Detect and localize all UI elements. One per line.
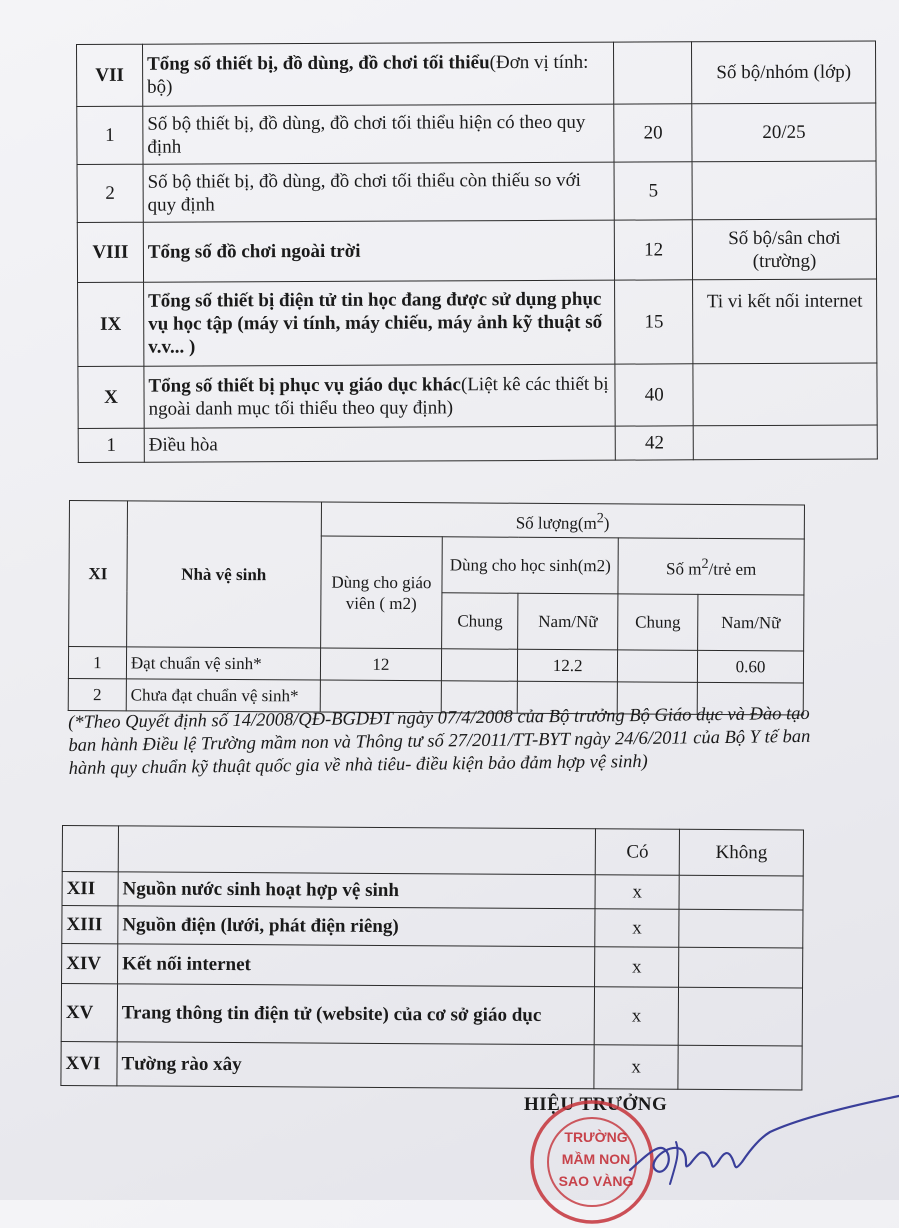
row-label: Nguồn điện (lưới, phát điện riêng) [118,906,595,947]
stamp-line-3: SAO VÀNG [558,1173,634,1189]
row-note: 20/25 [692,103,876,162]
row-number: 1 [78,428,144,462]
row-note: Ti vi kết nối internet [693,279,877,364]
row-title [142,42,614,106]
row-number: 2 [68,678,126,710]
no-mark [679,947,803,988]
yes-mark: x [594,1045,678,1090]
table-header-row [69,501,804,539]
no-mark [679,875,803,910]
quantity-header-text: Số lượng(m [515,513,597,533]
row-label: Chưa đạt chuẩn vệ sinh* [126,679,320,712]
students-namnu-header: Nam/Nữ [518,593,618,650]
col-yes-header: Có [595,829,679,876]
per-child-header [618,538,804,595]
table-row [68,647,803,683]
row-label: Đạt chuẩn vệ sinh* [126,647,320,680]
table-header-row [62,826,803,877]
quantity-header-sup: 2 [596,509,604,526]
row-note: Số bộ/nhóm (lớp) [692,41,876,104]
row-note: Số bộ/sân chơi (trường) [692,219,876,280]
stamp-line-2: MẦM NON [561,1151,631,1167]
row-title-rest: (Liệt kê các thiết bị ngoài danh mục tối thiểu theo quy định) [148,373,609,420]
table-row [62,944,803,989]
row-number: VII [77,44,143,106]
students-namnu-value: 12.2 [518,649,618,682]
perchild-namnu-header: Nam/Nữ [698,594,804,651]
perchild-chung-value [618,650,698,682]
table-row [62,906,803,949]
yes-mark: x [595,947,679,988]
no-mark [679,909,803,948]
principal-title: HIỆU TRƯỞNG [524,1094,668,1115]
table-row [77,41,876,106]
principal-signature [610,1092,899,1200]
yes-mark: x [595,875,679,910]
row-number: XV [61,984,117,1042]
row-number: XIII [62,906,118,944]
row-number: XIV [62,944,118,984]
row-title: Số bộ thiết bị, đồ dùng, đồ chơi tối thiểu hiện có theo quy định [143,104,615,164]
quantity-header [321,502,805,539]
row-number: 2 [77,164,143,222]
row-qty: 12 [615,220,693,280]
perchild-namnu-value: 0.60 [697,650,803,683]
section-title: Nhà vệ sinh [127,501,321,648]
table-row [61,1041,802,1090]
row-title: Tổng số thiết bị điện tử tin học đang được sử dụng phục vụ học tập (máy vi tính, máy chiếu, máy ảnh kỹ thuật số v.v... ) [143,280,615,366]
row-qty: 40 [615,364,693,426]
row-label: Tường rào xây [117,1042,594,1089]
quantity-header-close: ) [603,513,610,533]
students-chung-value [442,649,518,681]
row-title-bold: Tổng số thiết bị, đồ dùng, đồ chơi tối thiểu [146,51,490,75]
row-qty [614,42,692,104]
students-header: Dùng cho học sinh(m2) [442,537,618,594]
table-row [78,279,877,366]
per-child-header-sup: 2 [701,555,709,572]
no-mark [678,987,802,1046]
equipment-table [76,41,878,463]
header-blank [118,826,596,875]
table-row [62,872,803,911]
yes-mark: x [594,987,678,1046]
row-title-bold: Tổng số thiết bị phục vụ giáo dục khác [148,373,462,397]
row-note [693,425,877,460]
row-number: IX [78,282,144,366]
table-row [78,425,877,462]
row-label: Nguồn nước sinh hoạt hợp vệ sinh [118,872,595,909]
row-title: Điều hòa [144,426,615,462]
row-number: XVI [61,1041,117,1085]
no-mark [678,1045,802,1090]
facility-table [60,825,804,1091]
header-blank [62,826,118,872]
table-row [78,363,877,428]
yes-mark: x [595,909,679,948]
row-label: Kết nối internet [117,944,594,987]
toilet-table [68,500,805,715]
teachers-header: Dùng cho giáo viên ( m2) [320,536,442,649]
table-row [77,161,876,222]
row-title-rest: (Đơn vị tính: bộ) [147,51,589,98]
row-number: XII [62,872,118,906]
row-title [144,364,616,428]
row-qty: 15 [615,280,693,364]
row-note [693,363,877,426]
row-title: Số bộ thiết bị, đồ dùng, đồ chơi tối thiểu còn thiếu so với quy định [143,162,615,222]
row-label: Trang thông tin điện tử (website) của cơ sở giáo dục [117,984,595,1045]
per-child-header-rest: /trẻ em [708,559,757,579]
teachers-value: 12 [320,648,442,681]
table-row [61,984,802,1047]
col-no-header: Không [679,829,803,876]
row-qty: 42 [615,426,693,460]
stamp-line-1: TRƯỜNG [564,1129,628,1145]
row-number: 1 [77,106,143,164]
row-qty: 5 [614,162,692,220]
per-child-header-text: Số m [666,558,702,579]
row-number: 1 [68,647,126,679]
row-note [692,161,876,220]
perchild-chung-header: Chung [618,594,698,650]
row-number: VIII [77,222,143,282]
table-row [77,219,876,282]
row-number: X [78,366,144,428]
table-row [77,103,876,164]
section-number: XI [69,501,128,647]
footnote: (*Theo Quyết định số 14/2008/QĐ-BGDĐT ngày 07/4/2008 của Bộ trưởng Bộ Giáo dục và Đào tạo ban hành Điều lệ Trường mầm non và Thông tư số 27/2011/TT-BYT ngày 24/6/2011 của Bộ Y tế ban hành quy chuẩn kỹ thuật quốc gia về nhà tiêu- điều kiện bảo đảm hợp vệ sinh) [68,703,811,779]
row-qty: 20 [614,104,692,162]
row-title: Tổng số đồ chơi ngoài trời [143,220,615,282]
students-chung-header: Chung [442,593,518,649]
